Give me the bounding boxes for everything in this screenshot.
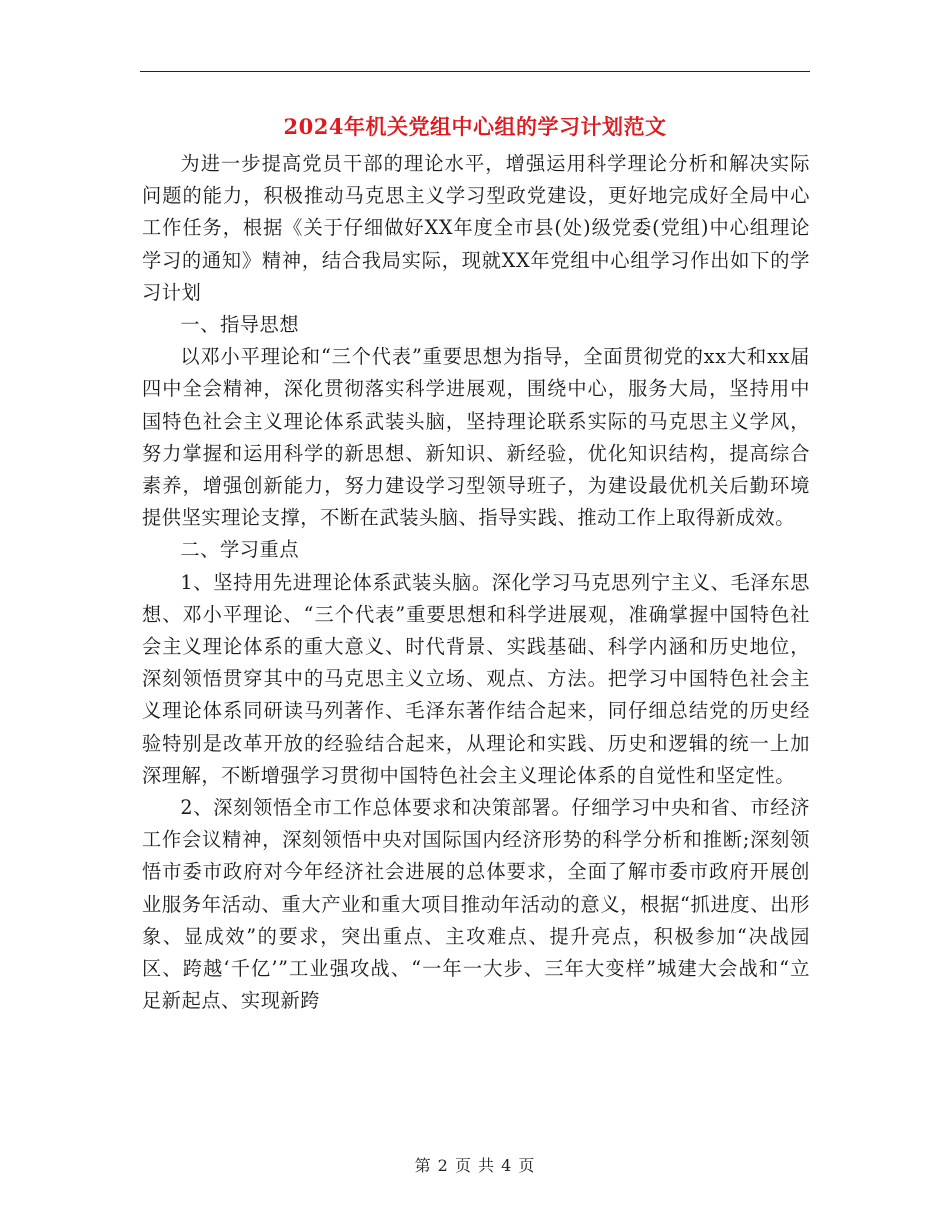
document-title: 2024年机关党组中心组的学习计划范文 xyxy=(283,114,667,139)
study-focus-item-2: 2、深刻领悟全市工作总体要求和决策部署。仔细学习中央和省、市经济工作会议精神，深刻领悟中央对国际国内经济形势的科学分析和推断;深刻领悟市委市政府对今年经济社会进展的总体要求，全面了解市委市政府开展创业服务年活动、重大产业和重大项目推动年活动的意义，根据“抓进度、出形象、显成效”的要求，突出重点、主攻难点、提升亮点，积极参加“决战园区、跨越‘千亿’”工业强攻战、“一年一大步、三年大变样”城建大会战和“立足新起点、实现新跨 xyxy=(142,796,810,1013)
intro-paragraph: 为进一步提高党员干部的理论水平，增强运用科学理论分析和解决实际问题的能力，积极推动马克思主义学习型政党建设，更好地完成好全局中心工作任务，根据《关于仔细做好XX年度全市县(处)级党委(党组)中心组理论学习的通知》精神，结合我局实际，现就XX年党组中心组学习作出如下的学习计划 xyxy=(142,152,810,304)
page-number: 第 2 页 共 4 页 xyxy=(414,1156,536,1175)
study-focus-item-1: 1、坚持用先进理论体系武装头脑。深化学习马克思列宁主义、毛泽东思想、邓小平理论、“三个代表”重要思想和科学进展观，准确掌握中国特色社会主义理论体系的重大意义、时代背景、实践基础、科学内涵和历史地位，深刻领悟贯穿其中的马克思主义立场、观点、方法。把学习中国特色社会主义理论体系同研读马列著作、毛泽东著作结合起来，同仔细总结党的历史经验特别是改革开放的经验结合起来，从理论和实践、历史和逻辑的统一上加深理解，不断增强学习贯彻中国特色社会主义理论体系的自觉性和坚定性。 xyxy=(142,570,810,787)
section-heading-study-focus: 二、学习重点 xyxy=(180,538,300,562)
document-body xyxy=(142,148,810,1017)
section-heading-guiding-thought: 一、指导思想 xyxy=(180,313,300,337)
guiding-thought-paragraph: 以邓小平理论和“三个代表”重要思想为指导，全面贯彻党的xx大和xx届四中全会精神，深化贯彻落实科学进展观，围绕中心，服务大局，坚持用中国特色社会主义理论体系武装头脑，坚持理论联系实际的马克思主义学风，努力掌握和运用科学的新思想、新知识、新经验，优化知识结构，提高综合素养，增强创新能力，努力建设学习型领导班子，为建设最优机关后勤环境提供坚实理论支撑，不断在武装头脑、指导实践、推动工作上取得新成效。 xyxy=(142,345,810,530)
header-rule xyxy=(140,71,810,72)
